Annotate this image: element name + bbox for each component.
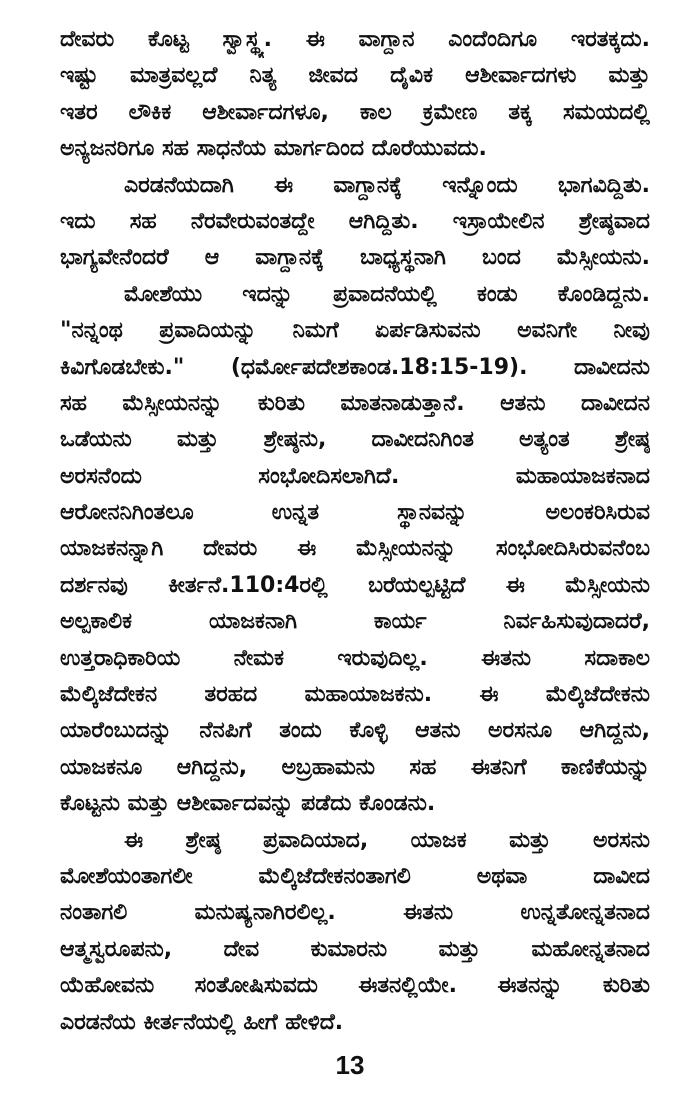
text-line: ಕಿವಿಗೊಡಬೇಕು." (ಧರ್ಮೋಪದೇಶಕಾಂಡ.18:15-19). ದಾವೀದನು [60,354,650,380]
body-text [60,22,650,1041]
text-line: ಆರೋನನಿಗಿಂತಲೂ ಉನ್ನತ ಸ್ಥಾನವನ್ನು ಅಲಂಕರಿಸಿರುವ [60,500,650,526]
text-line: ಯಾರೆಂಬುದನ್ನು ನೆನಪಿಗೆ ತಂದು ಕೊಳ್ಳಿ ಆತನು ಅರಸನೂ ಆಗಿದ್ದನು, [60,718,650,744]
text-line: ಅನ್ಯಜನರಿಗೂ ಸಹ ಸಾಧನೆಯ ಮಾರ್ಗದಿಂದ ದೊರೆಯುವದು. [60,136,487,162]
text-line: ಇಷ್ಟು ಮಾತ್ರವಲ್ಲದೆ ನಿತ್ಯ ಜೀವದ ದೈವಿಕ ಆಶೀರ್ವಾದಗಳು ಮತ್ತು [60,63,650,89]
text-line: ಯೆಹೋವನು ಸಂತೋಷಿಸುವದು ಈತನಲ್ಲಿಯೇ. ಈತನನ್ನು ಕುರಿತು [60,973,650,999]
text-line: ಯಾಜಕನೂ ಆಗಿದ್ದನು, ಅಬ್ರಹಾಮನು ಸಹ ಈತನಿಗೆ ಕಾಣಿಕೆಯನ್ನು [60,754,650,780]
text-line: ಅಲ್ಪಕಾಲಿಕ ಯಾಜಕನಾಗಿ ಕಾರ್ಯ ನಿರ್ವಹಿಸುವುದಾದರೆ, [60,609,650,635]
page-number: 13 [335,1050,365,1080]
text-line: ಅರಸನೆಂದು ಸಂಭೋದಿಸಲಾಗಿದೆ. ಮಹಾಯಾಜಕನಾದ [60,463,650,489]
text-line: ಇತರ ಲೌಕಿಕ ಆಶೀರ್ವಾದಗಳೂ, ಕಾಲ ಕ್ರಮೇಣ ತಕ್ಕ ಸಮಯದಲ್ಲಿ [60,99,650,125]
text-line: ಒಡೆಯನು ಮತ್ತು ಶ್ರೇಷ್ಠನು, ದಾವೀದನಿಗಿಂತ ಅತ್ಯಂತ ಶ್ರೇಷ್ಠ [60,427,650,453]
text-line: ಮೋಶೆಯು ಇದನ್ನು ಪ್ರವಾದನೆಯಲ್ಲಿ ಕಂಡು ಕೊಂಡಿದ್ದನು. [124,281,650,307]
text-line: ಯಾಜಕನನ್ನಾಗಿ ದೇವರು ಈ ಮೆಸ್ಸೀಯನನ್ನು ಸಂಭೋದಿಸಿರುವನೆಂಬ [60,536,650,562]
text-line: ಈ ಶ್ರೇಷ್ಠ ಪ್ರವಾದಿಯಾದ, ಯಾಜಕ ಮತ್ತು ಅರಸನು [124,827,650,853]
text-line: ಮೋಶೆಯಂತಾಗಲೀ ಮೆಲ್ಕಿಜೆದೇಕನಂತಾಗಲಿ ಅಥವಾ ದಾವೀದ [60,863,650,889]
text-line: ಆತ್ಮಸ್ವರೂಪನು, ದೇವ ಕುಮಾರನು ಮತ್ತು ಮಹೋನ್ನತನಾದ [60,936,650,962]
text-line: ಎರಡನೆಯ ಕೀರ್ತನೆಯಲ್ಲಿ ಹೀಗೆ ಹೇಳಿದೆ. [60,1009,344,1035]
text-line: "ನನ್ನಂಥ ಪ್ರವಾದಿಯನ್ನು ನಿಮಗೆ ಏರ್ಪಡಿಸುವನು ಅವನಿಗೇ ನೀವು [60,318,650,344]
text-line: ಇದು ಸಹ ನೆರವೇರುವಂತದ್ದೇ ಆಗಿದ್ದಿತು. ಇಸ್ರಾಯೇಲಿನ ಶ್ರೇಷ್ಠವಾದ [60,208,650,234]
text-line: ಭಾಗ್ಯವೇನೆಂದರೆ ಆ ವಾಗ್ದಾನಕ್ಕೆ ಬಾಧ್ಯಸ್ಥನಾಗಿ ಬಂದ ಮೆಸ್ಸೀಯನು. [60,245,650,271]
text-line: ಸಹ ಮೆಸ್ಸೀಯನನ್ನು ಕುರಿತು ಮಾತನಾಡುತ್ತಾನೆ. ಆತನು ದಾವೀದನ [60,390,650,416]
text-line: ದರ್ಶನವು ಕೀರ್ತನೆ.110:4ರಲ್ಲಿ ಬರೆಯಲ್ಪಟ್ಟಿದೆ ಈ ಮೆಸ್ಸೀಯನು [60,572,650,598]
text-line: ಮೆಲ್ಕಿಜೆದೇಕನ ತರಹದ ಮಹಾಯಾಜಕನು. ಈ ಮೆಲ್ಕಿಜೆದೇಕನು [60,682,650,708]
text-line: ಉತ್ತರಾಧಿಕಾರಿಯ ನೇಮಕ ಇರುವುದಿಲ್ಲ. ಈತನು ಸದಾಕಾಲ [60,645,650,671]
text-line: ನಂತಾಗಲಿ ಮನುಷ್ಯನಾಗಿರಲಿಲ್ಲ. ಈತನು ಉನ್ನತೋನ್ನತನಾದ [60,900,650,926]
text-line: ಎರಡನೆಯದಾಗಿ ಈ ವಾಗ್ದಾನಕ್ಕೆ ಇನ್ನೊಂದು ಭಾಗವಿದ್ದಿತು. [124,172,650,198]
text-line: ದೇವರು ಕೊಟ್ಟ ಸ್ವಾಸ್ಥ್ಯ. ಈ ವಾಗ್ದಾನ ಎಂದೆಂದಿಗೂ ಇರತಕ್ಕದು. [60,27,650,52]
text-line: ಕೊಟ್ಟನು ಮತ್ತು ಆಶೀರ್ವಾದವನ್ನು ಪಡೆದು ಕೊಂಡನು. [60,791,436,817]
